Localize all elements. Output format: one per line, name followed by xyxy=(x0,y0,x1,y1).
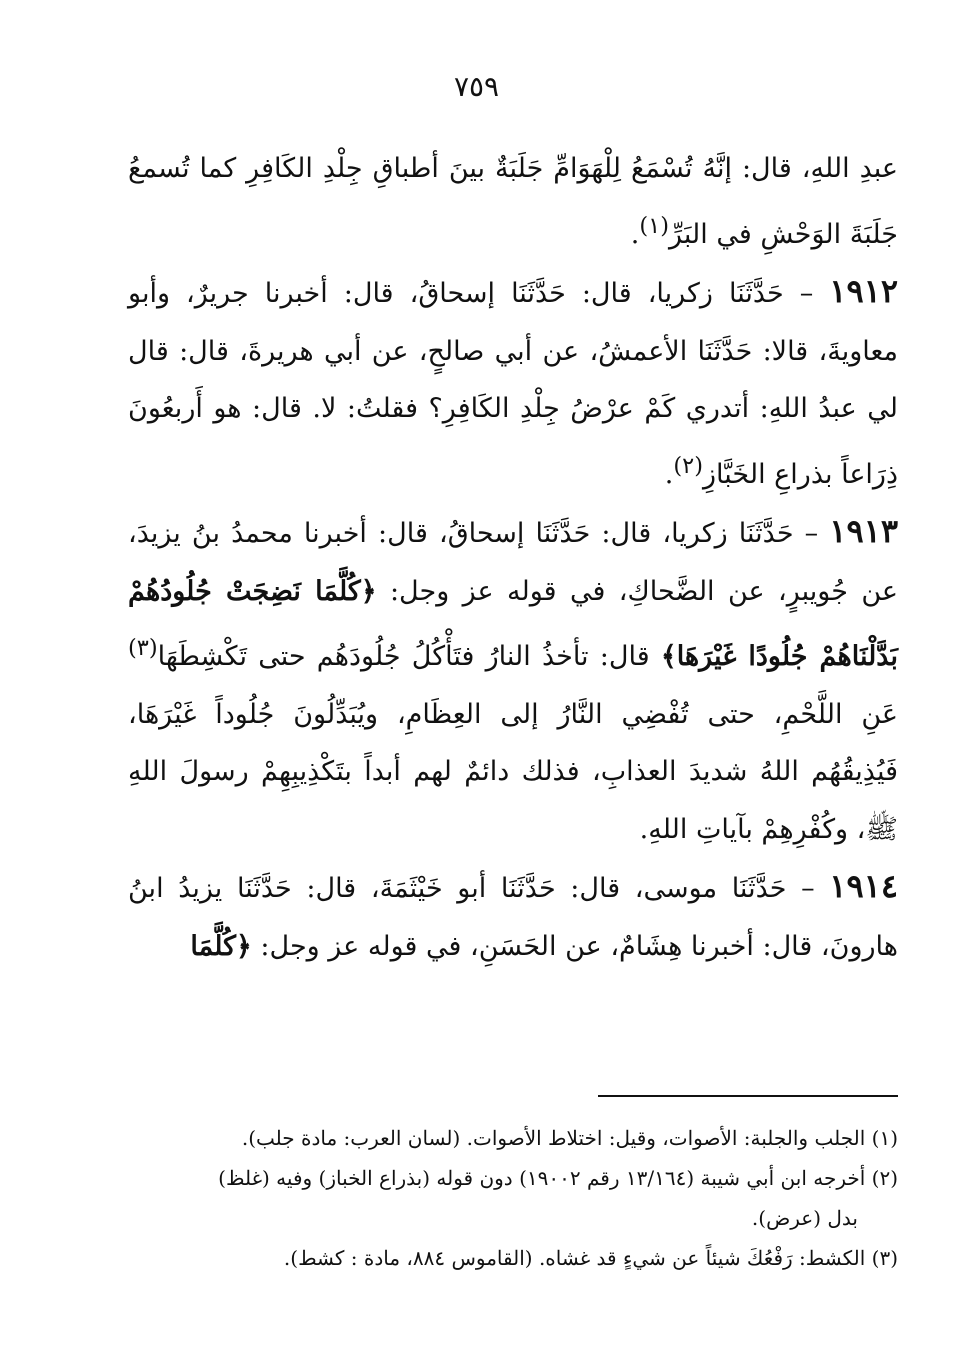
quran-verse: ﴿كُلَّمَا نَضِجَتْ جُلُودُهُمْ بَدَّلْنَاهُمْ جُلُودًا غَيْرَهَا﴾ xyxy=(128,575,898,672)
hadith-1912 xyxy=(128,263,898,503)
footnote-2: (٢) أخرجه ابن أبي شيبة (١٣/١٦٤ رقم ١٩٠٠٢) دون قوله (بذراع الخباز) وفيه (غلظ) xyxy=(218,1166,898,1190)
hadith-text: – حَدَّثَنَا موسى، قال: حَدَّثَنَا أبو خَيْثَمَةَ، قال: حَدَّثَنَا يزيدُ ابنُ هارونَ، قال: أخبرنا هِشَامٌ، عن الحَسَنِ، في قوله عز وجل: xyxy=(128,873,898,962)
footnote-1: (١) الجلب والجلبة: الأصوات، وقيل: اختلاط الأصوات. (لسان العرب: مادة جلب). xyxy=(241,1126,898,1150)
paragraph-end: . xyxy=(630,218,640,250)
main-text xyxy=(128,140,898,975)
quran-verse: ﴿كُلَّمَا xyxy=(190,930,252,962)
footnotes xyxy=(128,1118,898,1278)
hadith-1914 xyxy=(128,858,898,975)
footnote-ref-3[interactable]: (٣) xyxy=(128,635,158,661)
footnote-2-continuation: بدل (عرض). xyxy=(751,1206,858,1230)
paragraph-text: عبدِ اللهِ، قال: إنَّهُ تُسْمَعُ لِلْهَوَامِّ جَلَبَةٌ بينَ أطباقِ جِلْدِ الكَافِرِ كما تُسمعُ جَلَبَةَ الوَحْشِ في البَرِّ xyxy=(128,153,898,250)
paragraph-continuation xyxy=(128,140,898,263)
footnote-ref-2[interactable]: (٢) xyxy=(673,452,704,479)
hadith-1913 xyxy=(128,503,898,858)
hadith-text: قال: تأخذُ النارُ فتَأْكُلُ جُلُودَهُم حتى تَكْشِطَهَا xyxy=(157,641,661,672)
footnote-divider xyxy=(598,1095,898,1097)
hadith-text: – حَدَّثَنَا زكريا، قال: حَدَّثَنَا إسحاقُ، قال: أخبرنا جريرٌ، وأبو معاويةَ، قالا: حَدَّثَنَا الأعمشُ، عن أبي صالحٍ، عن أبي هريرةَ، قال: قال لي عبدُ اللهِ: أتدري كَمْ عرْضُ جِلْدِ الكَافِرِ؟ فقلتُ: لا. قال: هو أَربعُونَ ذِرَاعاً بذراعِ الخَبَّازِ xyxy=(128,278,898,490)
hadith-number: ١٩١٣ xyxy=(829,512,898,550)
hadith-number: ١٩١٤ xyxy=(829,867,898,905)
hadith-text: – حَدَّثَنَا زكريا، قال: حَدَّثَنَا إسحاقُ، قال: أخبرنا محمدُ بنُ يزيدَ، عن جُويبرٍ، عن الضَّحاكِ، في قوله عز وجل: xyxy=(128,518,898,607)
footnote-3: (٣) الكشط: رَفْعُكَ شيئاً عن شيءٍ قد غشاه. (القاموس ٨٨٤، مادة : كشط). xyxy=(283,1246,898,1270)
hadith-number: ١٩١٢ xyxy=(829,272,899,310)
hadith-text: عَنِ اللَّحْمِ، حتى تُفْضِي النَّارُ إلى العِظَامِ، ويُبَدِّلُونَ جُلُوداً غَيْرَهَا، فَيُذِيقُهُم اللهُ شديدَ العذابِ، فذلك دائمٌ لهم أبداً بتَكْذِيبِهِمْ رسولَ اللهِ ﷺ، وكُفْرِهِمْ بآياتِ اللهِ. xyxy=(128,698,898,845)
hadith-end: . xyxy=(664,458,674,490)
footnote-ref-1[interactable]: (١) xyxy=(639,212,670,239)
page-number: ٧٥٩ xyxy=(453,70,500,103)
